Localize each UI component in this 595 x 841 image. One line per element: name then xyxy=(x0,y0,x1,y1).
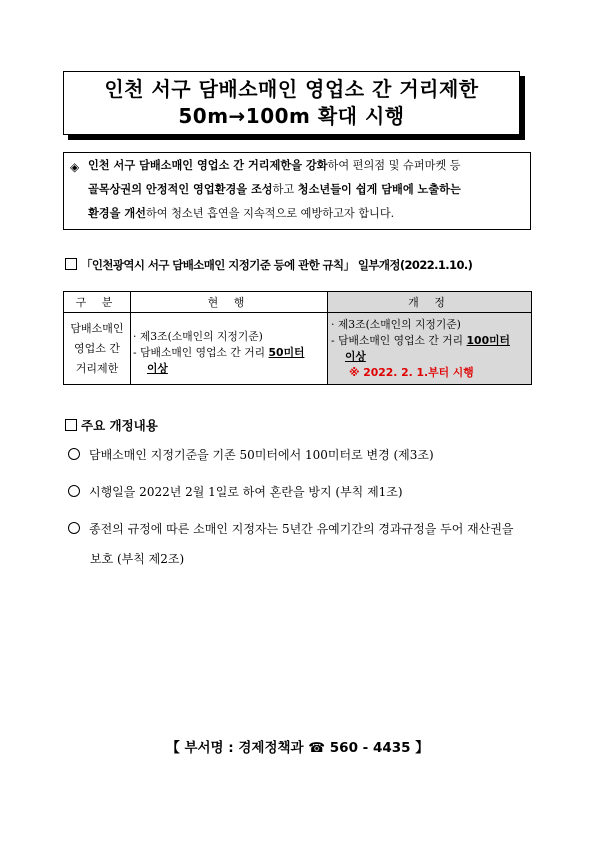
title-line-1: 인천 서구 담배소매인 영업소 간 거리제한 xyxy=(104,77,479,101)
summary-normal-1: 하여 편의점 및 슈퍼마켓 등 xyxy=(327,159,461,172)
summary-bold-1: 인천 서구 담배소매인 영업소 간 거리제한을 강화 xyxy=(88,159,328,172)
row-head-cell xyxy=(64,313,131,385)
changes-title: 주요 개정내용 xyxy=(81,418,158,433)
list-item xyxy=(68,446,434,464)
table-header-row xyxy=(64,292,532,313)
summary-box xyxy=(63,152,531,230)
diamond-bullet-icon: ◈ xyxy=(70,160,80,174)
list-item-text: 종전의 규정에 따른 소매인 지정자는 5년간 유예기간의 경과규정을 두어 재산권을 xyxy=(89,522,514,536)
summary-line-1 xyxy=(88,154,524,178)
summary-bold-4: 환경을 개선 xyxy=(88,207,146,220)
title-box xyxy=(63,71,520,135)
checkbox-icon xyxy=(65,258,77,270)
circle-bullet-icon xyxy=(68,485,80,497)
comparison-table xyxy=(63,291,532,385)
current-distance-value: 50미터 xyxy=(268,345,305,359)
regulation-title: 「인천광역시 서구 담배소매인 지정기준 등에 관한 규칙」 일부개정(2022.1.10.) xyxy=(81,258,473,272)
revised-distance-text: - 담배소매인 영업소 간 거리 xyxy=(331,334,467,347)
current-cell xyxy=(131,313,328,385)
list-item xyxy=(68,483,403,501)
summary-text xyxy=(88,154,524,226)
summary-line-3 xyxy=(88,202,524,226)
summary-line-2 xyxy=(88,178,524,202)
header-current: 현 행 xyxy=(131,292,328,313)
summary-normal-3: 하여 청소년 흡연을 지속적으로 예방하고자 합니다. xyxy=(145,207,395,220)
revised-article: · 제3조(소매인의 지정기준) xyxy=(331,318,461,331)
list-item-text: 담배소매인 지정기준을 기존 50미터에서 100미터로 변경 (제3조) xyxy=(89,448,434,462)
row-head-line: 거리제한 xyxy=(75,361,119,375)
circle-bullet-icon xyxy=(68,448,80,460)
circle-bullet-icon xyxy=(68,522,80,534)
current-article: · 제3조(소매인의 지정기준) xyxy=(133,329,263,343)
revised-distance-value: 100미터 xyxy=(466,334,510,347)
checkbox-icon xyxy=(65,419,77,431)
row-head-line: 담배소매인 xyxy=(70,321,124,335)
list-item-text: 시행일을 2022년 2월 1일로 하여 혼란을 방지 (부칙 제1조) xyxy=(89,485,403,499)
current-distance-suffix: 이상 xyxy=(147,361,168,375)
effective-date-note: ※ 2022. 2. 1.부터 시행 xyxy=(349,366,474,379)
revised-distance-suffix: 이상 xyxy=(345,350,366,363)
section-heading-regulation xyxy=(65,256,472,274)
summary-normal-2: 하고 xyxy=(272,183,298,196)
department-contact: 【 부서명 : 경제정책과 ☎ 560 - 4435 】 xyxy=(166,740,429,756)
list-item-continuation: 보호 (부칙 제2조) xyxy=(90,552,185,566)
list-item xyxy=(68,520,514,538)
revised-distance-line xyxy=(331,333,531,349)
current-distance-text: - 담배소매인 영업소 간 거리 xyxy=(133,345,269,359)
row-head-line: 영업소 간 xyxy=(73,341,120,355)
current-distance-line xyxy=(133,345,327,361)
summary-bold-3: 청소년들이 쉽게 담배에 노출하는 xyxy=(297,183,461,196)
table-row xyxy=(64,313,532,385)
section-heading-changes xyxy=(65,417,158,436)
title-line-2: 50m→100m 확대 시행 xyxy=(178,104,405,128)
header-revised: 개 정 xyxy=(328,292,532,313)
revised-cell xyxy=(328,313,532,385)
header-category: 구 분 xyxy=(64,292,131,313)
summary-bold-2: 골목상권의 안정적인 영업환경을 조성 xyxy=(88,183,273,196)
